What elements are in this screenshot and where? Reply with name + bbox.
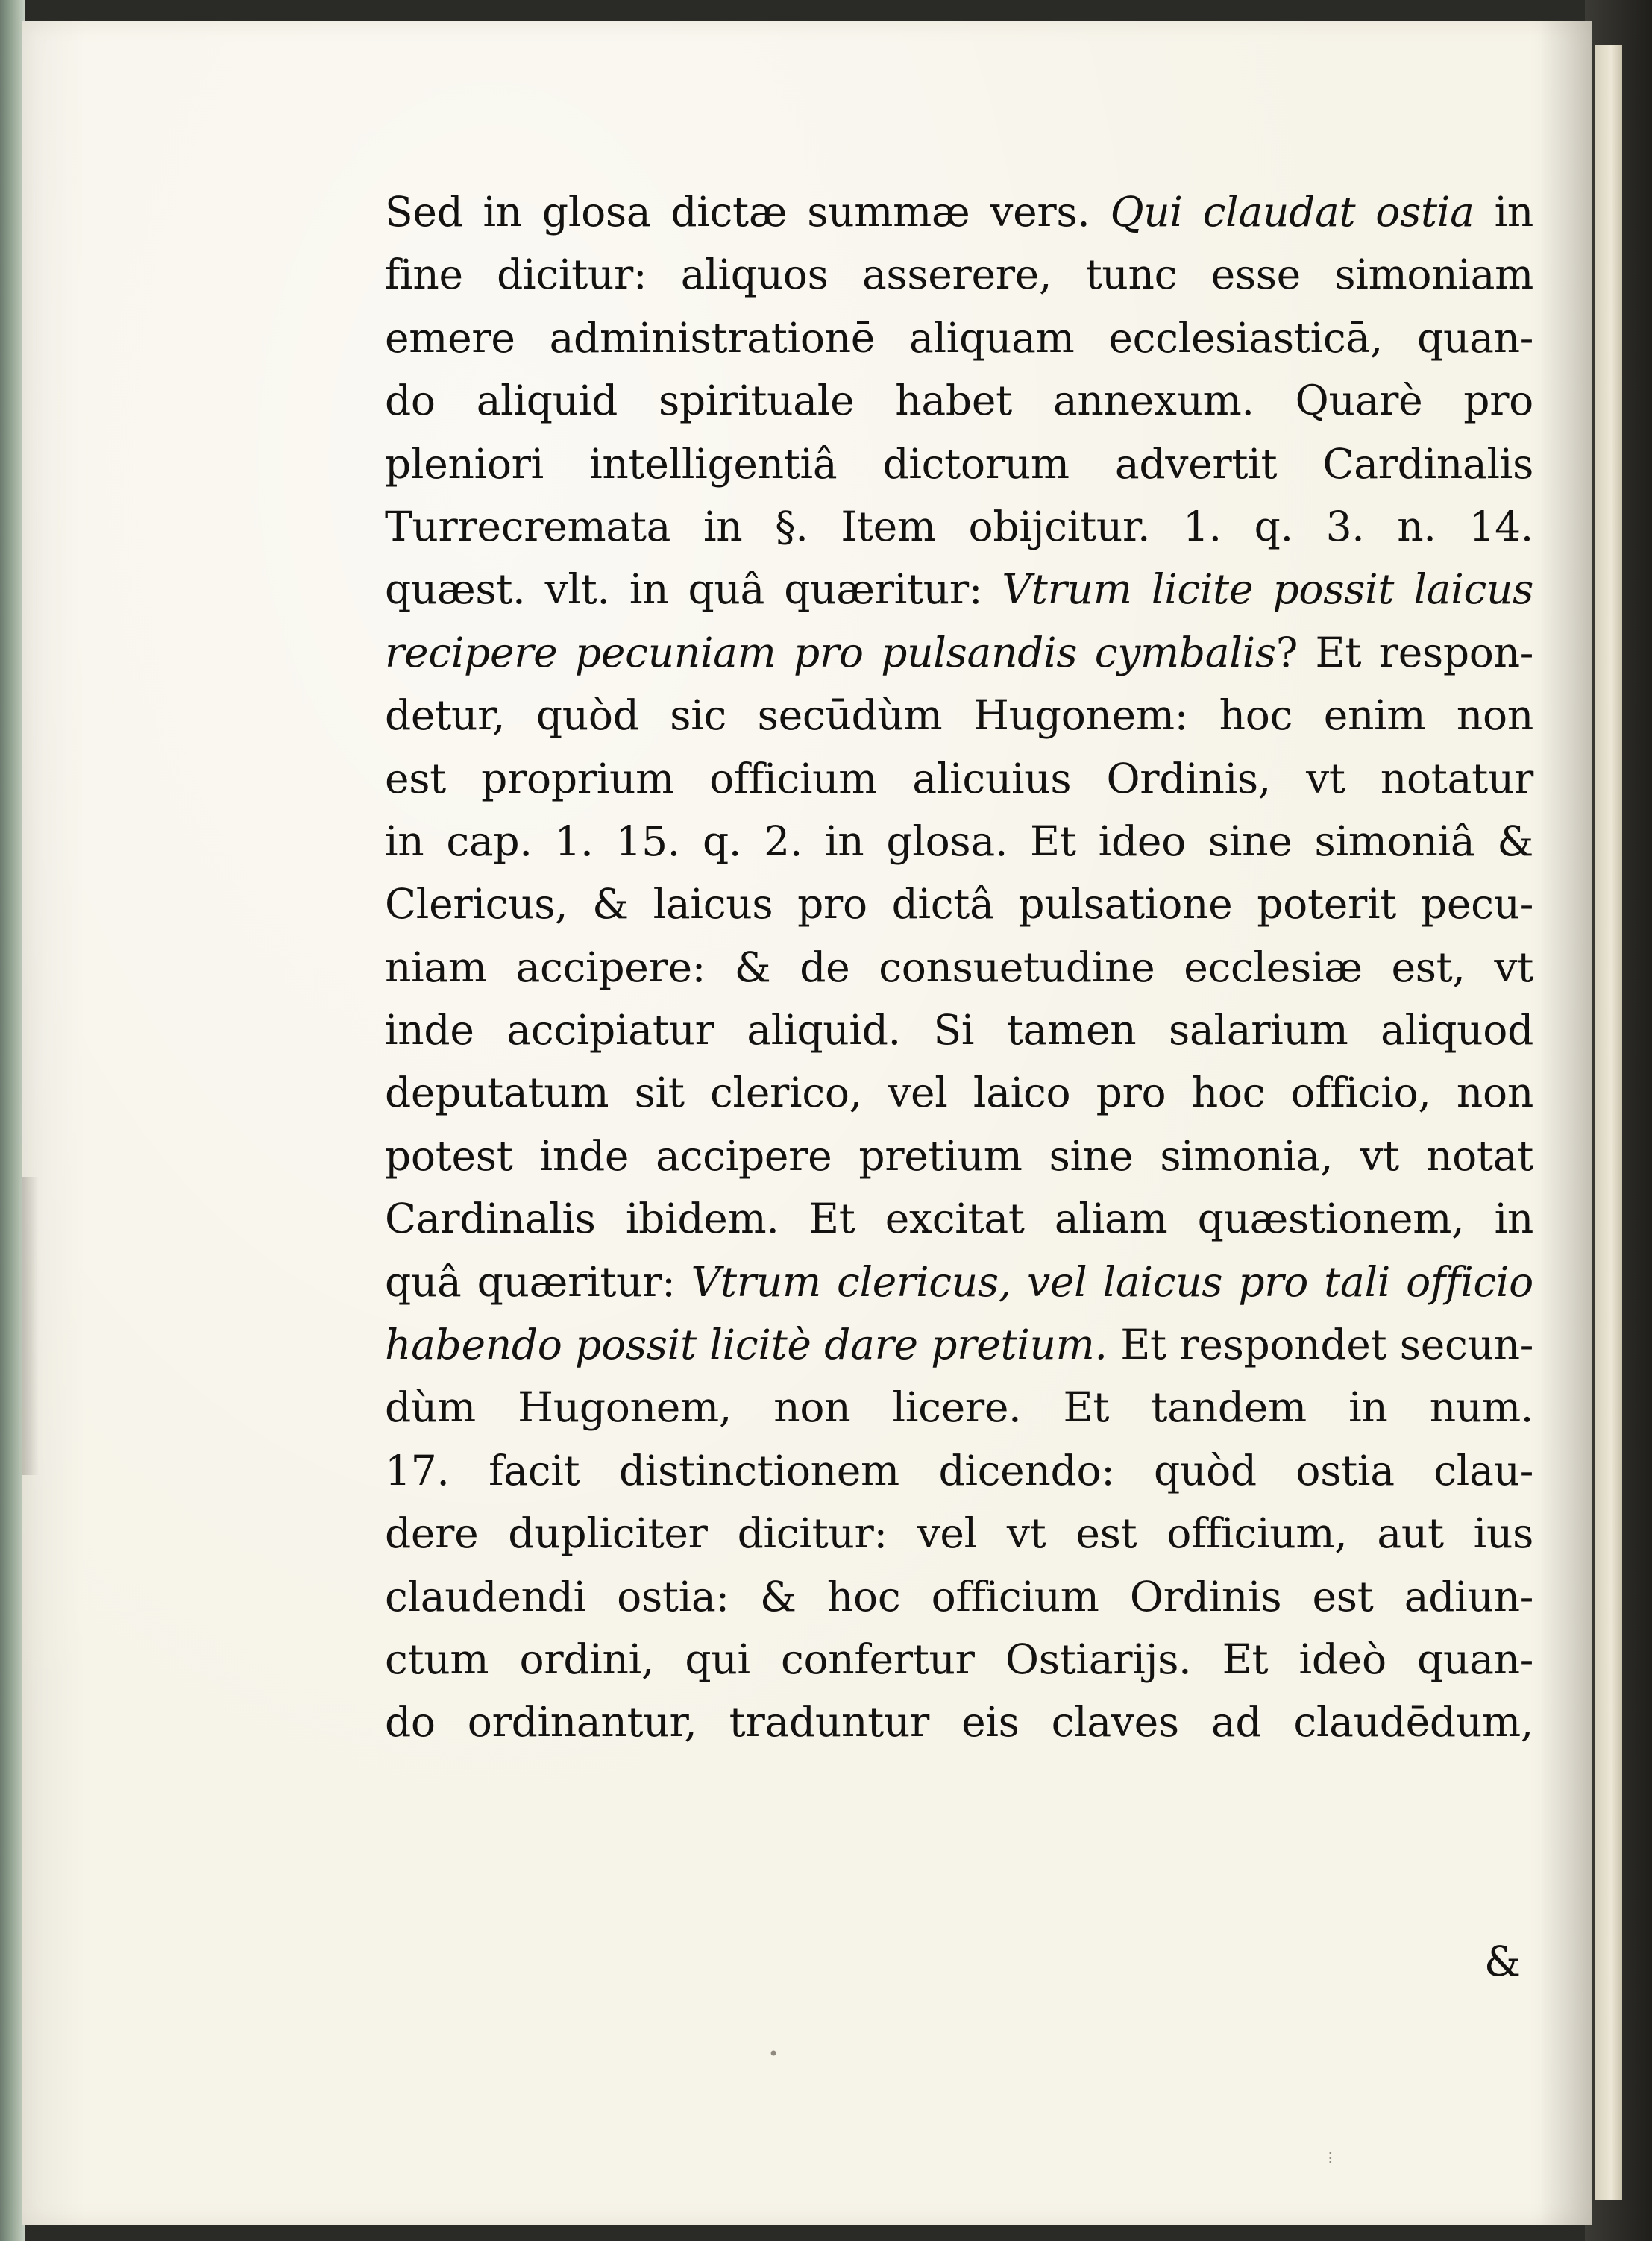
text-segment: claudendi ostia: & hoc officium Ordinis est adiun- — [385, 1572, 1533, 1621]
text-line — [385, 1502, 1533, 1565]
text-segment: potest inde accipere pretium sine simonia, vt notat — [385, 1131, 1533, 1180]
text-segment: fine dicitur: aliquos asserere, tunc esse simoniam — [385, 251, 1533, 299]
text-line — [385, 684, 1533, 747]
text-line — [385, 621, 1533, 684]
stray-ink-mark: ⁝ — [1328, 2148, 1334, 2169]
stray-ink-mark: • — [768, 2043, 779, 2064]
text-segment: 17. facit distinctionem dicendo: quòd ostia clau- — [385, 1446, 1533, 1494]
text-line — [385, 1061, 1533, 1124]
text-segment: ? Et respon- — [1275, 628, 1533, 676]
text-line — [385, 999, 1533, 1061]
text-line — [385, 873, 1533, 935]
text-segment: est proprium officium alicuius Ordinis, vt notatur — [385, 754, 1533, 802]
text-segment: detur, quòd sic secūdùm Hugonem: hoc enim non — [385, 691, 1533, 740]
text-line — [385, 307, 1533, 369]
text-segment: dere dupliciter dicitur: vel vt est officium, aut ius — [385, 1509, 1533, 1558]
text-line — [385, 1125, 1533, 1187]
text-segment: do ordinantur, traduntur eis claves ad claudēdum, — [385, 1698, 1533, 1747]
text-segment: in — [1474, 188, 1533, 236]
text-line — [385, 1251, 1533, 1313]
italic-text-segment: recipere pecuniam pro pulsandis cymbalis — [385, 628, 1276, 676]
text-line — [385, 369, 1533, 432]
text-line — [385, 936, 1533, 999]
text-segment: ctum ordini, qui confertur Ostiarijs. Et ideò quan- — [385, 1635, 1533, 1683]
text-line — [385, 180, 1533, 243]
text-line — [385, 1565, 1533, 1628]
text-line — [385, 747, 1533, 810]
catchword: & — [1484, 1937, 1521, 1985]
page-edge-wear — [22, 1177, 39, 1475]
text-segment: Turrecremata in §. Item obijcitur. 1. q. 3. n. 14. — [385, 502, 1533, 550]
text-line — [385, 1313, 1533, 1376]
text-segment: quæst. vlt. in quâ quæritur: — [385, 565, 1002, 614]
text-segment: Sed in glosa dictæ summæ vers. — [385, 188, 1111, 236]
text-line — [385, 1439, 1533, 1502]
next-page-edge — [1595, 45, 1622, 2200]
text-segment: in cap. 1. 15. q. 2. in glosa. Et ideo sine simoniâ & — [385, 817, 1533, 865]
text-line — [385, 433, 1533, 495]
text-segment: niam accipere: & de consuetudine ecclesiæ est, vt — [385, 943, 1533, 991]
text-segment: emere administrationē aliquam ecclesiasticā, quan- — [385, 313, 1533, 362]
text-segment: Et respondet secun- — [1107, 1321, 1533, 1369]
text-line — [385, 1628, 1533, 1691]
text-segment: dùm Hugonem, non licere. Et tandem in num. — [385, 1383, 1533, 1432]
text-line — [385, 1691, 1533, 1753]
text-line — [385, 558, 1533, 620]
text-segment: pleniori intelligentiâ dictorum advertit Cardinalis — [385, 439, 1533, 488]
text-line — [385, 810, 1533, 873]
text-segment: inde accipiatur aliquid. Si tamen salarium aliquod — [385, 1006, 1533, 1055]
italic-text-segment: Vtrum licite possit laicus — [1002, 565, 1533, 614]
text-segment: deputatum sit clerico, vel laico pro hoc officio, non — [385, 1069, 1533, 1117]
text-segment: Clericus, & laicus pro dictâ pulsatione poterit pecu- — [385, 880, 1533, 928]
text-segment: Cardinalis ibidem. Et excitat aliam quæstionem, in — [385, 1195, 1533, 1243]
gutter-shadow — [1540, 21, 1592, 2225]
text-segment: quâ quæritur: — [385, 1257, 691, 1306]
italic-text-segment: Vtrum clericus, vel laicus pro tali officio — [691, 1257, 1533, 1306]
text-line — [385, 243, 1533, 306]
italic-text-segment: Qui claudat ostia — [1110, 188, 1474, 236]
italic-text-segment: habendo possit licitè dare pretium. — [385, 1321, 1108, 1369]
text-segment: do aliquid spirituale habet annexum. Quarè pro — [385, 377, 1533, 425]
book-cover-left — [0, 0, 25, 2241]
text-line — [385, 495, 1533, 558]
text-line — [385, 1187, 1533, 1250]
body-text — [385, 180, 1533, 1754]
text-line — [385, 1376, 1533, 1439]
